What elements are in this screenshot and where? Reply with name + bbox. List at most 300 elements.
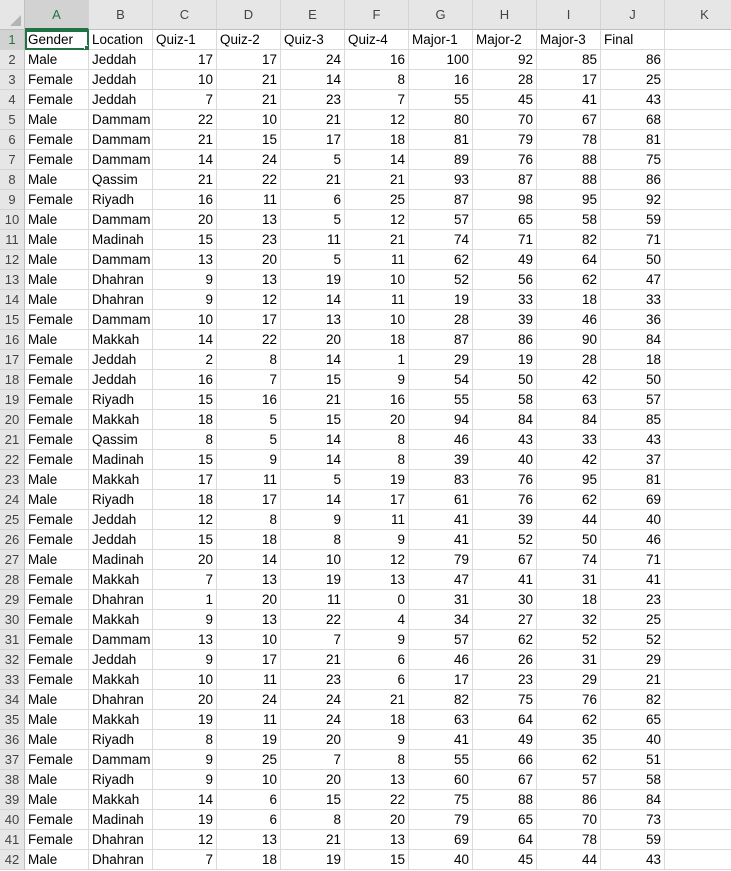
cell-g29[interactable]: 31 (409, 590, 473, 610)
row-header-1[interactable]: 1 (0, 30, 25, 50)
cell-g18[interactable]: 54 (409, 370, 473, 390)
cell-f22[interactable]: 8 (345, 450, 409, 470)
cell-d31[interactable]: 10 (217, 630, 281, 650)
cell-g17[interactable]: 29 (409, 350, 473, 370)
cell-g20[interactable]: 94 (409, 410, 473, 430)
cell-f26[interactable]: 9 (345, 530, 409, 550)
cell-f29[interactable]: 0 (345, 590, 409, 610)
cell-k30[interactable] (665, 610, 731, 630)
cell-f9[interactable]: 25 (345, 190, 409, 210)
cell-b33[interactable]: Makkah (89, 670, 153, 690)
cell-k31[interactable] (665, 630, 731, 650)
cell-f1[interactable]: Quiz-4 (345, 30, 409, 50)
cell-k15[interactable] (665, 310, 731, 330)
cell-c7[interactable]: 14 (153, 150, 217, 170)
cell-g13[interactable]: 52 (409, 270, 473, 290)
cell-f15[interactable]: 10 (345, 310, 409, 330)
row-header-20[interactable]: 20 (0, 410, 25, 430)
row-header-15[interactable]: 15 (0, 310, 25, 330)
cell-f35[interactable]: 18 (345, 710, 409, 730)
cell-h42[interactable]: 45 (473, 850, 537, 870)
cell-k21[interactable] (665, 430, 731, 450)
cell-e1[interactable]: Quiz-3 (281, 30, 345, 50)
cell-a10[interactable]: Male (25, 210, 89, 230)
cell-a26[interactable]: Female (25, 530, 89, 550)
cell-e38[interactable]: 20 (281, 770, 345, 790)
cell-b10[interactable]: Dammam (89, 210, 153, 230)
cell-i2[interactable]: 85 (537, 50, 601, 70)
cell-c20[interactable]: 18 (153, 410, 217, 430)
cell-j39[interactable]: 84 (601, 790, 665, 810)
cell-f42[interactable]: 15 (345, 850, 409, 870)
cell-e19[interactable]: 21 (281, 390, 345, 410)
cell-g33[interactable]: 17 (409, 670, 473, 690)
cell-d40[interactable]: 6 (217, 810, 281, 830)
cell-c42[interactable]: 7 (153, 850, 217, 870)
cell-e4[interactable]: 23 (281, 90, 345, 110)
cell-g11[interactable]: 74 (409, 230, 473, 250)
cell-k13[interactable] (665, 270, 731, 290)
cell-b16[interactable]: Makkah (89, 330, 153, 350)
row-header-11[interactable]: 11 (0, 230, 25, 250)
cell-a35[interactable]: Male (25, 710, 89, 730)
cell-e8[interactable]: 21 (281, 170, 345, 190)
cell-i11[interactable]: 82 (537, 230, 601, 250)
cell-d4[interactable]: 21 (217, 90, 281, 110)
cell-d30[interactable]: 13 (217, 610, 281, 630)
cell-g30[interactable]: 34 (409, 610, 473, 630)
cell-g2[interactable]: 100 (409, 50, 473, 70)
cell-a33[interactable]: Female (25, 670, 89, 690)
cell-g37[interactable]: 55 (409, 750, 473, 770)
cell-b25[interactable]: Jeddah (89, 510, 153, 530)
cell-c14[interactable]: 9 (153, 290, 217, 310)
cell-h32[interactable]: 26 (473, 650, 537, 670)
cell-a39[interactable]: Male (25, 790, 89, 810)
cell-d42[interactable]: 18 (217, 850, 281, 870)
row-header-32[interactable]: 32 (0, 650, 25, 670)
cell-f23[interactable]: 19 (345, 470, 409, 490)
cell-f25[interactable]: 11 (345, 510, 409, 530)
cell-g27[interactable]: 79 (409, 550, 473, 570)
column-header-b[interactable]: B (89, 0, 153, 30)
cell-k7[interactable] (665, 150, 731, 170)
cell-i37[interactable]: 62 (537, 750, 601, 770)
cell-f37[interactable]: 8 (345, 750, 409, 770)
cell-h18[interactable]: 50 (473, 370, 537, 390)
cell-k17[interactable] (665, 350, 731, 370)
cell-e9[interactable]: 6 (281, 190, 345, 210)
cell-a34[interactable]: Male (25, 690, 89, 710)
cell-b40[interactable]: Madinah (89, 810, 153, 830)
cell-i31[interactable]: 52 (537, 630, 601, 650)
cell-h16[interactable]: 86 (473, 330, 537, 350)
cell-c38[interactable]: 9 (153, 770, 217, 790)
row-header-21[interactable]: 21 (0, 430, 25, 450)
row-header-18[interactable]: 18 (0, 370, 25, 390)
cell-b41[interactable]: Dhahran (89, 830, 153, 850)
cell-d12[interactable]: 20 (217, 250, 281, 270)
column-header-i[interactable]: I (537, 0, 601, 30)
cell-k36[interactable] (665, 730, 731, 750)
cell-i7[interactable]: 88 (537, 150, 601, 170)
cell-i24[interactable]: 62 (537, 490, 601, 510)
cell-f17[interactable]: 1 (345, 350, 409, 370)
cell-f16[interactable]: 18 (345, 330, 409, 350)
cell-j19[interactable]: 57 (601, 390, 665, 410)
cell-b42[interactable]: Dhahran (89, 850, 153, 870)
cell-h9[interactable]: 98 (473, 190, 537, 210)
cell-e24[interactable]: 14 (281, 490, 345, 510)
cell-g24[interactable]: 61 (409, 490, 473, 510)
cell-d34[interactable]: 24 (217, 690, 281, 710)
cell-f14[interactable]: 11 (345, 290, 409, 310)
cell-d10[interactable]: 13 (217, 210, 281, 230)
cell-d27[interactable]: 14 (217, 550, 281, 570)
cell-d26[interactable]: 18 (217, 530, 281, 550)
cell-g3[interactable]: 16 (409, 70, 473, 90)
row-header-40[interactable]: 40 (0, 810, 25, 830)
cell-a37[interactable]: Female (25, 750, 89, 770)
cell-j11[interactable]: 71 (601, 230, 665, 250)
cell-f10[interactable]: 12 (345, 210, 409, 230)
cell-g39[interactable]: 75 (409, 790, 473, 810)
row-header-16[interactable]: 16 (0, 330, 25, 350)
row-header-22[interactable]: 22 (0, 450, 25, 470)
row-header-41[interactable]: 41 (0, 830, 25, 850)
cell-e15[interactable]: 13 (281, 310, 345, 330)
cell-g22[interactable]: 39 (409, 450, 473, 470)
cell-k3[interactable] (665, 70, 731, 90)
cell-k29[interactable] (665, 590, 731, 610)
row-header-31[interactable]: 31 (0, 630, 25, 650)
cell-h20[interactable]: 84 (473, 410, 537, 430)
cell-j24[interactable]: 69 (601, 490, 665, 510)
cell-c9[interactable]: 16 (153, 190, 217, 210)
cell-a11[interactable]: Male (25, 230, 89, 250)
cell-c26[interactable]: 15 (153, 530, 217, 550)
cell-f31[interactable]: 9 (345, 630, 409, 650)
cell-k32[interactable] (665, 650, 731, 670)
cell-i12[interactable]: 64 (537, 250, 601, 270)
cell-h1[interactable]: Major-2 (473, 30, 537, 50)
cell-a14[interactable]: Male (25, 290, 89, 310)
row-header-28[interactable]: 28 (0, 570, 25, 590)
cell-c13[interactable]: 9 (153, 270, 217, 290)
cell-b29[interactable]: Dhahran (89, 590, 153, 610)
cell-e26[interactable]: 8 (281, 530, 345, 550)
cell-a24[interactable]: Male (25, 490, 89, 510)
cell-i10[interactable]: 58 (537, 210, 601, 230)
cell-e2[interactable]: 24 (281, 50, 345, 70)
cell-g41[interactable]: 69 (409, 830, 473, 850)
cell-c37[interactable]: 9 (153, 750, 217, 770)
cell-c34[interactable]: 20 (153, 690, 217, 710)
cell-g21[interactable]: 46 (409, 430, 473, 450)
cell-g6[interactable]: 81 (409, 130, 473, 150)
cell-b8[interactable]: Qassim (89, 170, 153, 190)
cell-i38[interactable]: 57 (537, 770, 601, 790)
cell-k10[interactable] (665, 210, 731, 230)
cell-c40[interactable]: 19 (153, 810, 217, 830)
cell-a20[interactable]: Female (25, 410, 89, 430)
cell-k6[interactable] (665, 130, 731, 150)
row-header-9[interactable]: 9 (0, 190, 25, 210)
cell-f2[interactable]: 16 (345, 50, 409, 70)
cell-j2[interactable]: 86 (601, 50, 665, 70)
cell-j25[interactable]: 40 (601, 510, 665, 530)
cell-j10[interactable]: 59 (601, 210, 665, 230)
cell-h38[interactable]: 67 (473, 770, 537, 790)
cell-d22[interactable]: 9 (217, 450, 281, 470)
cell-f3[interactable]: 8 (345, 70, 409, 90)
cell-k28[interactable] (665, 570, 731, 590)
cell-j20[interactable]: 85 (601, 410, 665, 430)
row-header-12[interactable]: 12 (0, 250, 25, 270)
cell-f8[interactable]: 21 (345, 170, 409, 190)
cell-a9[interactable]: Female (25, 190, 89, 210)
row-header-13[interactable]: 13 (0, 270, 25, 290)
cell-d17[interactable]: 8 (217, 350, 281, 370)
cell-a32[interactable]: Female (25, 650, 89, 670)
cell-e5[interactable]: 21 (281, 110, 345, 130)
cell-e35[interactable]: 24 (281, 710, 345, 730)
cell-e32[interactable]: 21 (281, 650, 345, 670)
column-header-f[interactable]: F (345, 0, 409, 30)
cell-h2[interactable]: 92 (473, 50, 537, 70)
cell-k42[interactable] (665, 850, 731, 870)
cell-i17[interactable]: 28 (537, 350, 601, 370)
cell-f19[interactable]: 16 (345, 390, 409, 410)
cell-i39[interactable]: 86 (537, 790, 601, 810)
cell-h10[interactable]: 65 (473, 210, 537, 230)
cell-b24[interactable]: Riyadh (89, 490, 153, 510)
cell-i25[interactable]: 44 (537, 510, 601, 530)
cell-i33[interactable]: 29 (537, 670, 601, 690)
cell-d37[interactable]: 25 (217, 750, 281, 770)
cell-c8[interactable]: 21 (153, 170, 217, 190)
cell-e21[interactable]: 14 (281, 430, 345, 450)
cell-c25[interactable]: 12 (153, 510, 217, 530)
cell-a8[interactable]: Male (25, 170, 89, 190)
cell-c36[interactable]: 8 (153, 730, 217, 750)
cell-g5[interactable]: 80 (409, 110, 473, 130)
cell-g36[interactable]: 41 (409, 730, 473, 750)
cell-b15[interactable]: Dammam (89, 310, 153, 330)
cell-a23[interactable]: Male (25, 470, 89, 490)
cell-j32[interactable]: 29 (601, 650, 665, 670)
row-header-35[interactable]: 35 (0, 710, 25, 730)
cell-k9[interactable] (665, 190, 731, 210)
cell-h41[interactable]: 64 (473, 830, 537, 850)
cell-i3[interactable]: 17 (537, 70, 601, 90)
cell-j38[interactable]: 58 (601, 770, 665, 790)
cell-i16[interactable]: 90 (537, 330, 601, 350)
cell-j13[interactable]: 47 (601, 270, 665, 290)
cell-f33[interactable]: 6 (345, 670, 409, 690)
cell-d33[interactable]: 11 (217, 670, 281, 690)
cell-b2[interactable]: Jeddah (89, 50, 153, 70)
cell-a3[interactable]: Female (25, 70, 89, 90)
cell-h3[interactable]: 28 (473, 70, 537, 90)
cell-j31[interactable]: 52 (601, 630, 665, 650)
row-header-34[interactable]: 34 (0, 690, 25, 710)
row-header-10[interactable]: 10 (0, 210, 25, 230)
cell-j7[interactable]: 75 (601, 150, 665, 170)
cell-g1[interactable]: Major-1 (409, 30, 473, 50)
cell-g19[interactable]: 55 (409, 390, 473, 410)
cell-h35[interactable]: 64 (473, 710, 537, 730)
cell-j15[interactable]: 36 (601, 310, 665, 330)
cell-j6[interactable]: 81 (601, 130, 665, 150)
cell-k34[interactable] (665, 690, 731, 710)
column-header-k[interactable]: K (665, 0, 731, 30)
row-header-29[interactable]: 29 (0, 590, 25, 610)
cell-c23[interactable]: 17 (153, 470, 217, 490)
row-header-36[interactable]: 36 (0, 730, 25, 750)
cell-e23[interactable]: 5 (281, 470, 345, 490)
cell-b7[interactable]: Dammam (89, 150, 153, 170)
cell-d24[interactable]: 17 (217, 490, 281, 510)
row-header-26[interactable]: 26 (0, 530, 25, 550)
cell-i36[interactable]: 35 (537, 730, 601, 750)
cell-b21[interactable]: Qassim (89, 430, 153, 450)
row-header-33[interactable]: 33 (0, 670, 25, 690)
cell-f40[interactable]: 20 (345, 810, 409, 830)
cell-e14[interactable]: 14 (281, 290, 345, 310)
cell-h29[interactable]: 30 (473, 590, 537, 610)
cell-e27[interactable]: 10 (281, 550, 345, 570)
cell-a27[interactable]: Male (25, 550, 89, 570)
cell-k14[interactable] (665, 290, 731, 310)
cell-b19[interactable]: Riyadh (89, 390, 153, 410)
cell-c35[interactable]: 19 (153, 710, 217, 730)
row-header-6[interactable]: 6 (0, 130, 25, 150)
cell-d7[interactable]: 24 (217, 150, 281, 170)
cell-b32[interactable]: Jeddah (89, 650, 153, 670)
cell-d38[interactable]: 10 (217, 770, 281, 790)
cell-i20[interactable]: 84 (537, 410, 601, 430)
row-header-24[interactable]: 24 (0, 490, 25, 510)
cell-i32[interactable]: 31 (537, 650, 601, 670)
cell-h7[interactable]: 76 (473, 150, 537, 170)
cell-g28[interactable]: 47 (409, 570, 473, 590)
cell-c16[interactable]: 14 (153, 330, 217, 350)
cell-e12[interactable]: 5 (281, 250, 345, 270)
cell-a12[interactable]: Male (25, 250, 89, 270)
cell-j14[interactable]: 33 (601, 290, 665, 310)
row-header-42[interactable]: 42 (0, 850, 25, 870)
cell-e30[interactable]: 22 (281, 610, 345, 630)
cell-j34[interactable]: 82 (601, 690, 665, 710)
cell-a13[interactable]: Male (25, 270, 89, 290)
cell-i23[interactable]: 95 (537, 470, 601, 490)
cell-e41[interactable]: 21 (281, 830, 345, 850)
cell-h24[interactable]: 76 (473, 490, 537, 510)
cell-e39[interactable]: 15 (281, 790, 345, 810)
cell-c39[interactable]: 14 (153, 790, 217, 810)
cell-k16[interactable] (665, 330, 731, 350)
cell-d35[interactable]: 11 (217, 710, 281, 730)
column-header-j[interactable]: J (601, 0, 665, 30)
cell-j22[interactable]: 37 (601, 450, 665, 470)
cell-k33[interactable] (665, 670, 731, 690)
cell-k25[interactable] (665, 510, 731, 530)
cell-f7[interactable]: 14 (345, 150, 409, 170)
column-header-g[interactable]: G (409, 0, 473, 30)
row-header-38[interactable]: 38 (0, 770, 25, 790)
cell-j4[interactable]: 43 (601, 90, 665, 110)
cell-f30[interactable]: 4 (345, 610, 409, 630)
cell-i22[interactable]: 42 (537, 450, 601, 470)
cell-e17[interactable]: 14 (281, 350, 345, 370)
cell-e10[interactable]: 5 (281, 210, 345, 230)
cell-d5[interactable]: 10 (217, 110, 281, 130)
cell-k23[interactable] (665, 470, 731, 490)
cell-j23[interactable]: 81 (601, 470, 665, 490)
cell-f24[interactable]: 17 (345, 490, 409, 510)
cell-h30[interactable]: 27 (473, 610, 537, 630)
cell-j9[interactable]: 92 (601, 190, 665, 210)
row-header-25[interactable]: 25 (0, 510, 25, 530)
cell-g32[interactable]: 46 (409, 650, 473, 670)
cell-c31[interactable]: 13 (153, 630, 217, 650)
cell-d21[interactable]: 5 (217, 430, 281, 450)
cell-h22[interactable]: 40 (473, 450, 537, 470)
cell-d3[interactable]: 21 (217, 70, 281, 90)
cell-d8[interactable]: 22 (217, 170, 281, 190)
cell-h8[interactable]: 87 (473, 170, 537, 190)
cell-i15[interactable]: 46 (537, 310, 601, 330)
row-header-2[interactable]: 2 (0, 50, 25, 70)
cell-f21[interactable]: 8 (345, 430, 409, 450)
cell-h11[interactable]: 71 (473, 230, 537, 250)
cell-h15[interactable]: 39 (473, 310, 537, 330)
cell-i4[interactable]: 41 (537, 90, 601, 110)
cell-f13[interactable]: 10 (345, 270, 409, 290)
cell-b18[interactable]: Jeddah (89, 370, 153, 390)
cell-f41[interactable]: 13 (345, 830, 409, 850)
cell-f6[interactable]: 18 (345, 130, 409, 150)
cell-j28[interactable]: 41 (601, 570, 665, 590)
cell-b36[interactable]: Riyadh (89, 730, 153, 750)
cell-h27[interactable]: 67 (473, 550, 537, 570)
cell-c19[interactable]: 15 (153, 390, 217, 410)
cell-c11[interactable]: 15 (153, 230, 217, 250)
cell-h4[interactable]: 45 (473, 90, 537, 110)
cell-b28[interactable]: Makkah (89, 570, 153, 590)
cell-h34[interactable]: 75 (473, 690, 537, 710)
cell-k40[interactable] (665, 810, 731, 830)
cell-a42[interactable]: Male (25, 850, 89, 870)
cell-a29[interactable]: Female (25, 590, 89, 610)
cell-g35[interactable]: 63 (409, 710, 473, 730)
cell-e6[interactable]: 17 (281, 130, 345, 150)
cell-h14[interactable]: 33 (473, 290, 537, 310)
cell-c21[interactable]: 8 (153, 430, 217, 450)
cell-a16[interactable]: Male (25, 330, 89, 350)
cell-g23[interactable]: 83 (409, 470, 473, 490)
cell-c41[interactable]: 12 (153, 830, 217, 850)
row-header-19[interactable]: 19 (0, 390, 25, 410)
cell-a5[interactable]: Male (25, 110, 89, 130)
cell-a36[interactable]: Male (25, 730, 89, 750)
cell-c18[interactable]: 16 (153, 370, 217, 390)
cell-c5[interactable]: 22 (153, 110, 217, 130)
cell-i26[interactable]: 50 (537, 530, 601, 550)
cell-d6[interactable]: 15 (217, 130, 281, 150)
cell-d23[interactable]: 11 (217, 470, 281, 490)
